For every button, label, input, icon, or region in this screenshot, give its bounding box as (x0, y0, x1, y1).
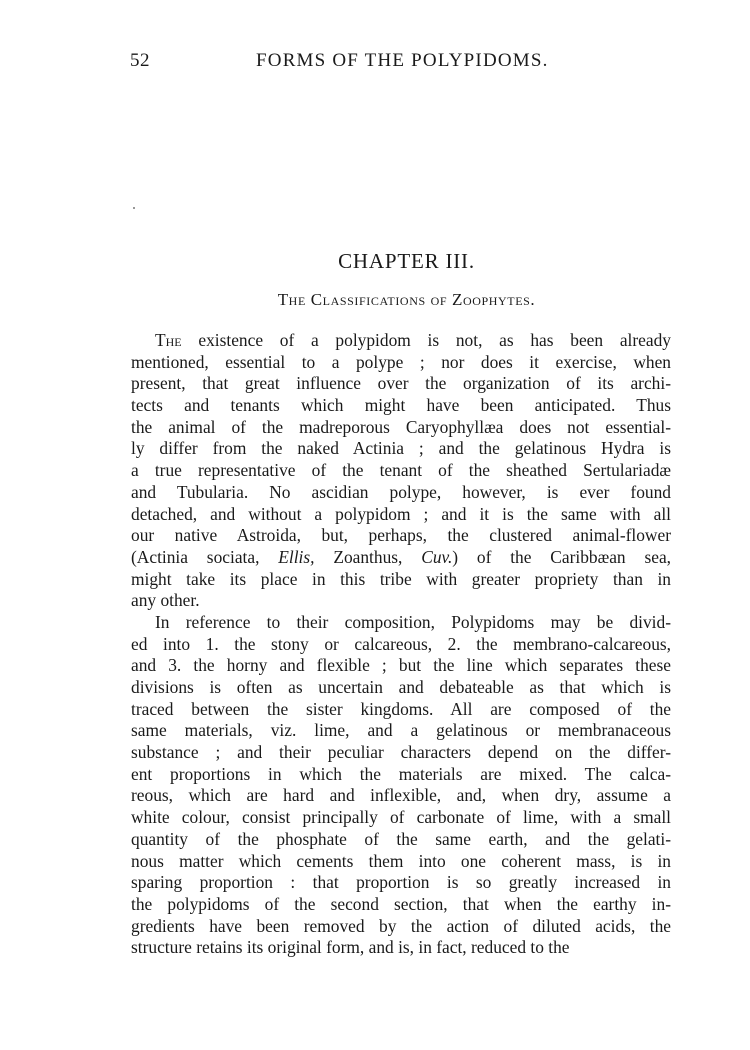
text-line (131, 395, 671, 417)
text-segment: In reference to their composition, Polypidoms may be divid- (155, 611, 671, 632)
text-segment: substance ; and their peculiar characters depend on the differ- (131, 742, 671, 763)
text-segment: Ellis, (278, 546, 315, 567)
text-line (131, 612, 671, 634)
text-segment: and Tubularia. No ascidian polype, however, is ever found (131, 481, 671, 502)
text-segment: the polypidoms of the second section, that when the earthy in- (131, 893, 671, 914)
text-segment: quantity of the phosphate of the same earth, and the gelati- (131, 828, 671, 849)
body-text (131, 330, 671, 959)
running-title: FORMS OF THE POLYPIDOMS. (256, 50, 549, 71)
text-segment: ed into 1. the stony or calcareous, 2. the membrano-calcareous, (131, 633, 671, 654)
text-segment: might take its place in this tribe with greater propriety than in (131, 568, 671, 589)
ink-speck (133, 207, 135, 209)
text-segment: our native Astroida, but, perhaps, the clustered animal-flower (131, 525, 671, 546)
text-segment: tects and tenants which might have been anticipated. Thus (131, 395, 671, 416)
text-line (131, 373, 671, 395)
running-head (130, 50, 670, 74)
text-line (131, 872, 671, 894)
text-line (131, 785, 671, 807)
text-line (131, 460, 671, 482)
text-line (131, 634, 671, 656)
text-segment: present, that great influence over the organization of its archi- (131, 373, 671, 394)
text-line (131, 525, 671, 547)
text-segment: the animal of the madreporous Caryophyllæa does not essential- (131, 416, 671, 437)
text-segment: ) of the Caribbæan sea, (452, 546, 672, 567)
text-segment: any other. (131, 590, 200, 611)
text-segment: existence of a polypidom is not, as has been already (181, 330, 671, 350)
text-segment: sparing proportion : that proportion is so greatly increased in (131, 872, 671, 893)
text-line (131, 937, 671, 959)
text-segment: same materials, viz. lime, and a gelatinous or membranaceous (131, 720, 671, 741)
chapter-title: CHAPTER III. (338, 249, 475, 273)
text-line (131, 590, 671, 612)
text-segment: (Actinia sociata, (131, 546, 279, 567)
text-segment: white colour, consist principally of carbonate of lime, with a small (131, 807, 671, 828)
text-segment: Zoanthus, (314, 546, 422, 567)
text-segment: ly differ from the naked Actinia ; and the gelatinous Hydra is (131, 438, 671, 459)
text-line (131, 655, 671, 677)
text-line (131, 807, 671, 829)
text-line (131, 547, 671, 569)
text-segment: gredients have been removed by the action of diluted acids, the (131, 915, 671, 936)
text-segment: nous matter which cements them into one coherent mass, is in (131, 850, 671, 871)
text-line (131, 569, 671, 591)
text-line (131, 504, 671, 526)
text-line (131, 829, 671, 851)
paragraph (131, 330, 671, 612)
text-segment: reous, which are hard and inflexible, and, when dry, assume a (131, 785, 671, 806)
text-line (131, 851, 671, 873)
text-segment: detached, and without a polypidom ; and it is the same with all (131, 503, 671, 524)
text-segment: ent proportions in which the materials are mixed. The calca- (131, 763, 671, 784)
text-line (131, 482, 671, 504)
text-segment: and 3. the horny and flexible ; but the line which separates these (131, 655, 671, 676)
text-segment: Cuv. (421, 546, 453, 567)
text-line (131, 699, 671, 721)
text-line (131, 438, 671, 460)
text-line (131, 352, 671, 374)
text-segment: mentioned, essential to a polype ; nor does it exercise, when (131, 351, 671, 372)
text-line (131, 677, 671, 699)
text-line (131, 894, 671, 916)
text-line (131, 720, 671, 742)
paragraph (131, 612, 671, 959)
text-line (131, 742, 671, 764)
text-segment: structure retains its original form, and is, in fact, reduced to the (131, 937, 570, 958)
page-number: 52 (130, 50, 150, 71)
text-segment: a true representative of the tenant of the sheathed Sertulariadæ (131, 460, 671, 481)
text-segment: traced between the sister kingdoms. All are composed of the (131, 698, 671, 719)
section-title: The Classifications of Zoophytes. (277, 290, 536, 309)
text-line (131, 916, 671, 938)
text-line (131, 417, 671, 439)
text-line (131, 764, 671, 786)
text-line (131, 330, 671, 352)
text-segment: divisions is often as uncertain and debateable as that which is (131, 677, 671, 697)
text-segment: The (155, 330, 182, 350)
